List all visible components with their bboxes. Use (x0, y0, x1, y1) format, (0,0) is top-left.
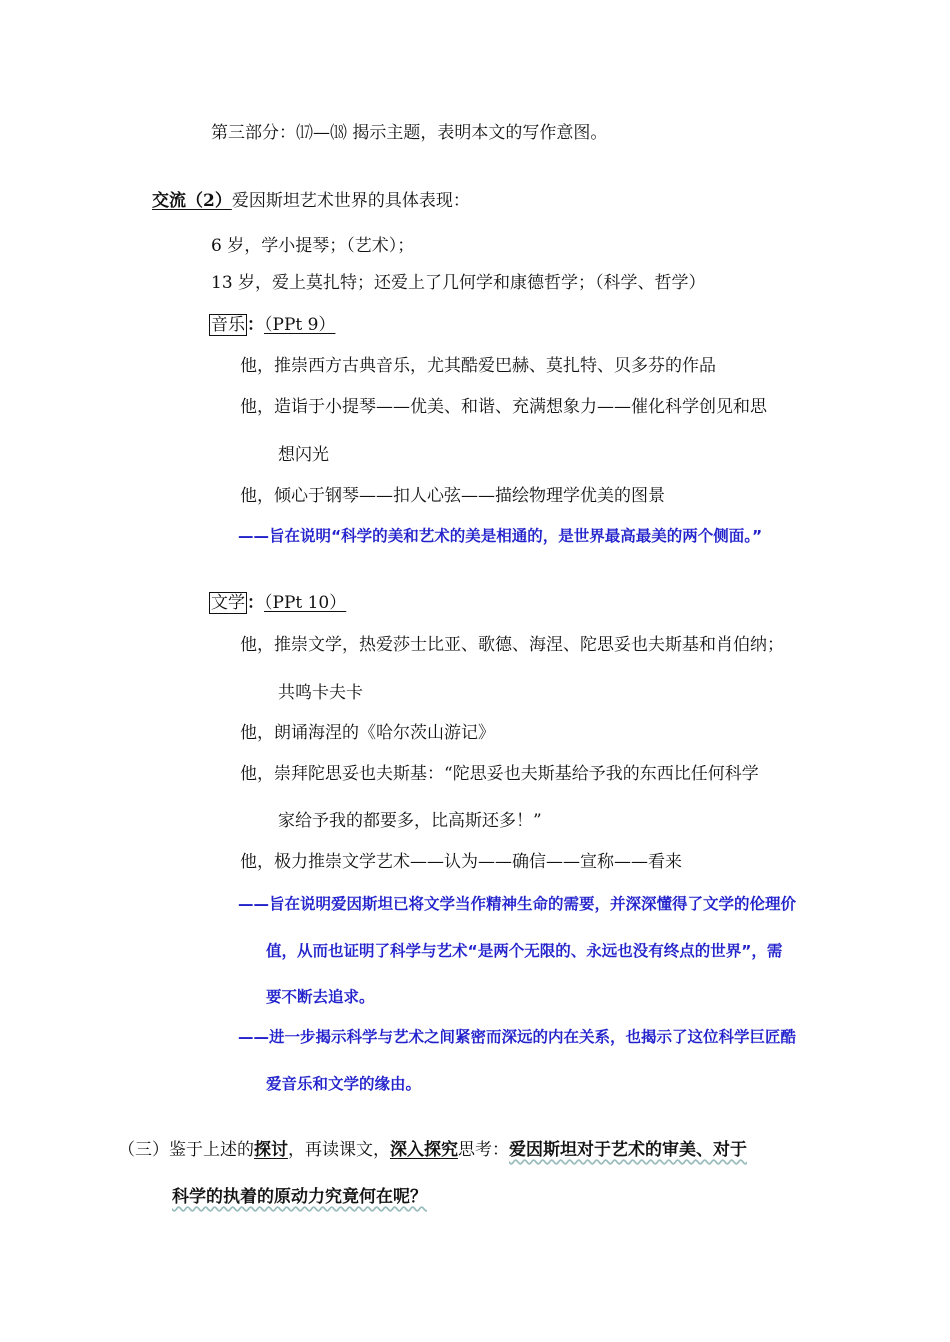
music-colon: ： (247, 315, 264, 335)
section3-mid: ，再读课文， (288, 1140, 390, 1160)
age13-line: 13 岁，爱上莫扎特；还爱上了几何学和康德哲学；（科学、哲学） (211, 273, 706, 293)
music-line-2: 他，造诣于小提琴——优美、和谐、充满想象力——催化科学创见和思 (240, 397, 767, 417)
section3-question: 爱因斯坦对于艺术的审美、对于 (509, 1140, 747, 1160)
music-line-2b: 想闪光 (278, 445, 329, 465)
literature-line-1b: 共鸣卡夫卡 (278, 683, 363, 703)
section3-word-discuss: 探讨 (254, 1140, 288, 1160)
section3-word-explore: 深入探究 (390, 1140, 458, 1160)
age6-line: 6 岁，学小提琴；（艺术）； (211, 236, 415, 256)
section3-mid2: 思考： (458, 1140, 509, 1160)
literature-line-3: 他，崇拜陀思妥也夫斯基：“陀思妥也夫斯基给予我的东西比任何科学 (240, 764, 759, 784)
music-note: ——旨在说明“科学的美和艺术的美是相通的，是世界最高最美的两个侧面。” (238, 527, 763, 545)
exchange-text: 爱因斯坦艺术世界的具体表现： (231, 191, 470, 211)
literature-line-3b: 家给予我的都要多，比高斯还多！” (278, 811, 542, 831)
literature-note-2: ——进一步揭示科学与艺术之间紧密而深远的内在关系，也揭示了这位科学巨匠酷 (238, 1028, 797, 1046)
literature-heading (209, 592, 346, 614)
literature-line-2: 他，朗诵海涅的《哈尔茨山游记》 (240, 723, 495, 743)
music-heading (209, 314, 335, 336)
section3-prefix: （三）鉴于上述的 (118, 1140, 254, 1160)
music-line-3: 他，倾心于钢琴——扣人心弦——描绘物理学优美的图景 (240, 486, 665, 506)
music-ppt: （PPt 9） (264, 315, 336, 335)
literature-note-2b: 爱音乐和文学的缘由。 (266, 1075, 422, 1093)
literature-line-4: 他，极力推崇文学艺术——认为——确信——宣称——看来 (240, 852, 682, 872)
section3-line-1 (118, 1139, 747, 1161)
literature-label: 文学 (211, 593, 245, 613)
music-label: 音乐 (211, 315, 245, 335)
exchange-label: 交流（2） (152, 191, 232, 211)
section3-question-2: 科学的执着的原动力究竟何在呢？ (172, 1187, 427, 1207)
literature-line-1: 他，推崇文学，热爱莎士比亚、歌德、海涅、陀思妥也夫斯基和肖伯纳； (240, 635, 784, 655)
exchange-heading (152, 190, 470, 212)
section3-line-2 (172, 1186, 427, 1208)
music-line-1: 他，推崇西方古典音乐，尤其酷爱巴赫、莫扎特、贝多芬的作品 (240, 356, 716, 376)
literature-note-1b: 值，从而也证明了科学与艺术“是两个无限的、永远也没有终点的世界”，需 (266, 942, 783, 960)
literature-colon: ： (247, 593, 264, 613)
literature-note-1: ——旨在说明爱因斯坦已将文学当作精神生命的需要，并深深懂得了文学的伦理价 (238, 895, 797, 913)
section-part3: 第三部分：⒄—⒅ 揭示主题，表明本文的写作意图。 (211, 123, 608, 143)
literature-note-1c: 要不断去追求。 (266, 988, 375, 1006)
literature-ppt: （PPt 10） (264, 593, 347, 613)
